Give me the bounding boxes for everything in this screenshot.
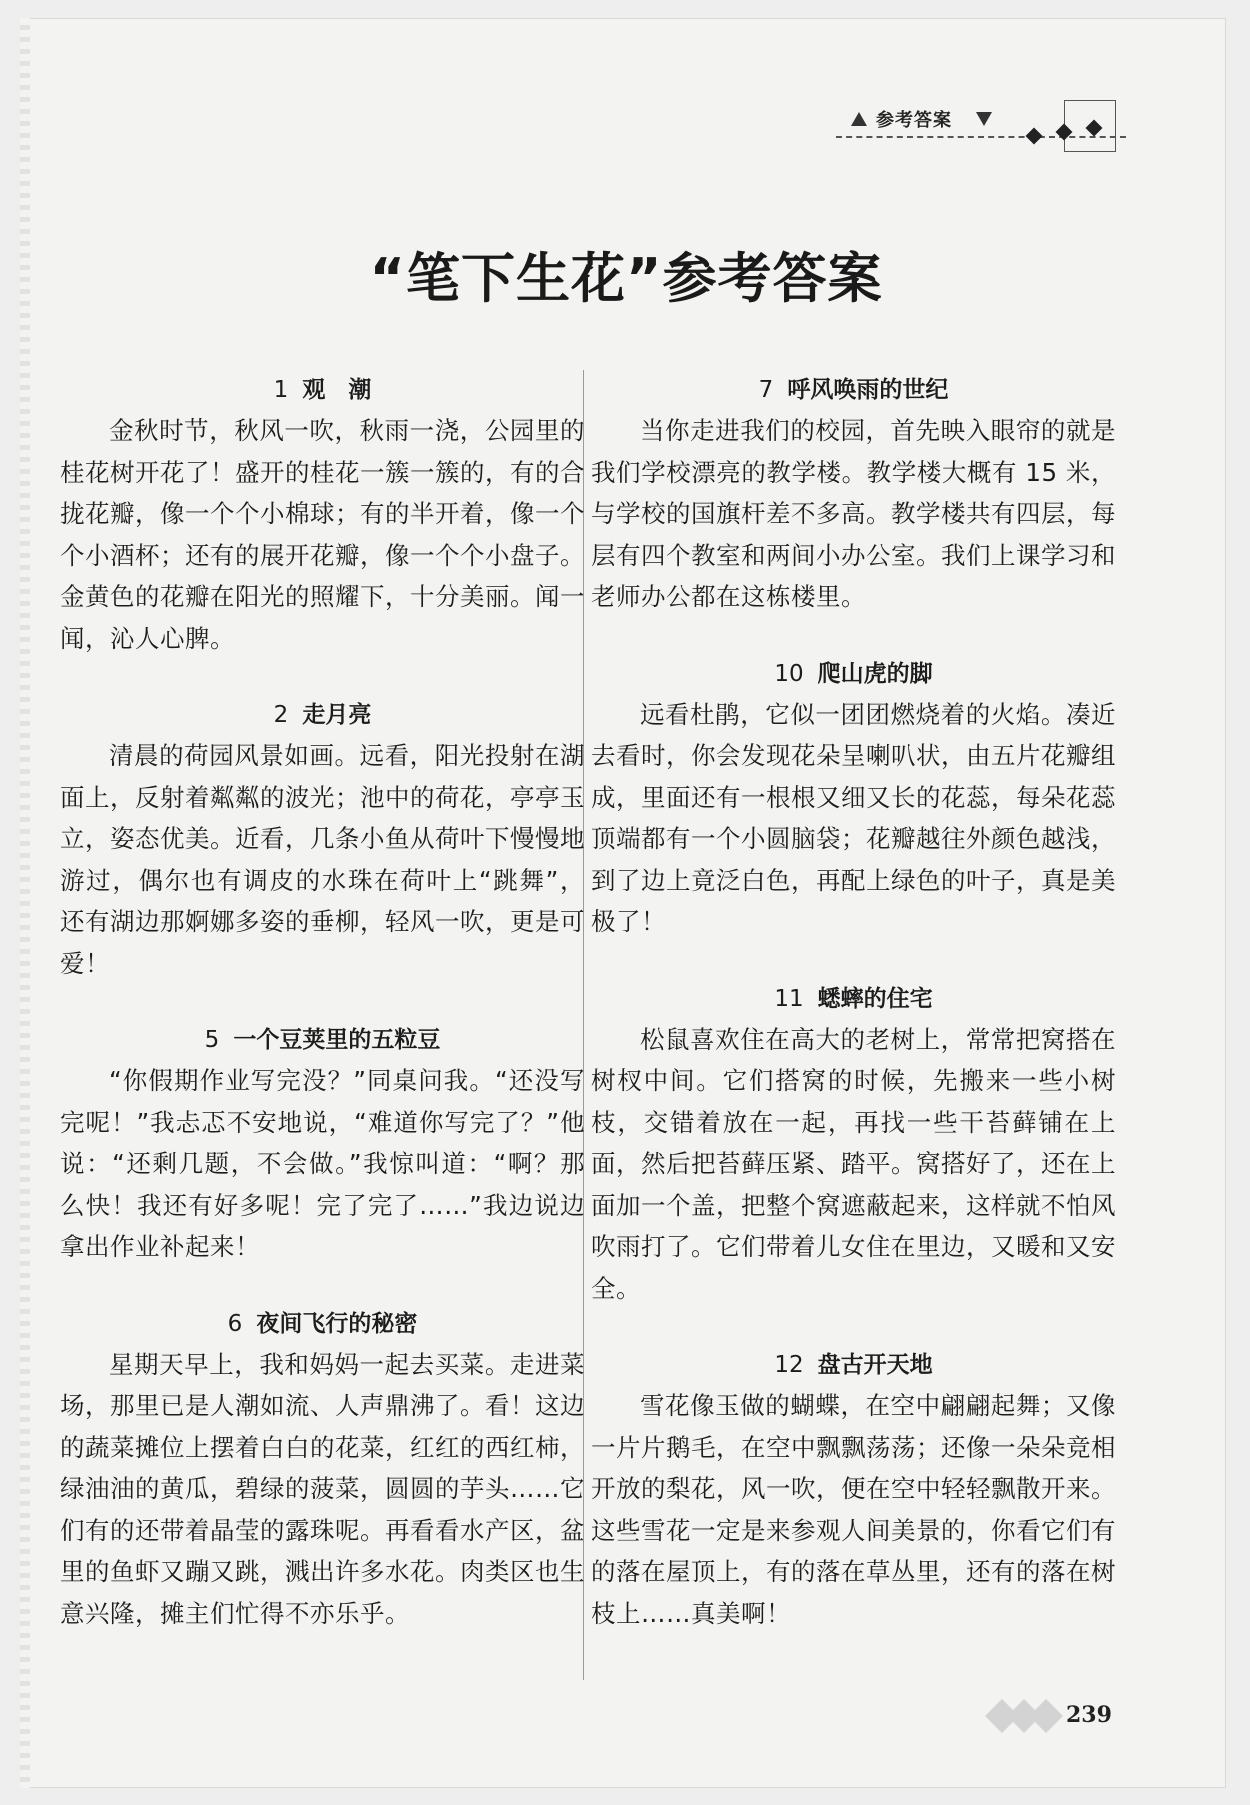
section-text: 清晨的荷园风景如画。远看，阳光投射在湖面上，反射着粼粼的波光；池中的荷花，亭亭玉立，姿态优美。近看，几条小鱼从荷叶下慢慢地游过，偶尔也有调皮的水珠在荷叶上“跳舞”，还有湖边那婀娜多姿的垂柳，轻风一吹，更是可爱！ [60,741,585,978]
diamond-icon [1026,128,1043,145]
section-heading: 10 爬山虎的脚 [774,660,933,687]
section-heading: 12 盘古开天地 [774,1352,933,1378]
answer-section [60,1020,585,1268]
header-label: 参考答案 [876,110,952,131]
section-heading: 2 走月亮 [273,702,372,728]
section-text: “你假期作业写完没？”同桌问我。“还没写完呢！”我忐忑不安地说，“难道你写完了？”他说：“还剩几题，不会做。”我惊叫道：“啊？那么快！我还有好多呢！完了完了……”我边说边拿出作业补起来！ [60,1066,585,1261]
section-text: 松鼠喜欢住在高大的老树上，常常把窝搭在树杈中间。它们搭窝的时候，先搬来一些小树枝，交错着放在一起，再找一些干苔藓铺在上面，然后把苔藓压紧、踏平。窝搭好了，还在上面加一个盖，把整个窝遮蔽起来，这样就不怕风吹雨打了。它们带着儿女住在里边，又暖和又安全。 [591,1024,1116,1303]
answer-section [591,654,1116,943]
section-heading: 11 蟋蟀的住宅 [774,985,933,1012]
answer-section [591,979,1116,1310]
section-heading: 1 观 潮 [273,377,372,403]
section-heading: 5 一个豆荚里的五粒豆 [204,1027,441,1053]
right-column [591,370,1116,1634]
section-text: 金秋时节，秋风一吹，秋雨一浇，公园里的桂花树开花了！盛开的桂花一簇一簇的，有的合拢花瓣，像一个个小棉球；有的半开着，像一个个小酒杯；还有的展开花瓣，像一个个小盘子。金黄色的花瓣在阳光的照耀下，十分美丽。闻一闻，沁人心脾。 [60,416,585,653]
left-column [60,370,585,1634]
section-text: 远看杜鹃，它似一团团燃烧着的火焰。凑近去看时，你会发现花朵呈喇叭状，由五片花瓣组成，里面还有一根根又细又长的花蕊，每朵花蕊顶端都有一个小圆脑袋；花瓣越往外颜色越浅，到了边上竟泛白色，再配上绿色的叶子，真是美极了！ [591,699,1116,936]
answer-section [60,1304,585,1635]
section-text: 当你走进我们的校园，首先映入眼帘的就是我们学校漂亮的教学楼。教学楼大概有 15 米，与学校的国旗杆差不多高。教学楼共有四层，每层有四个教室和两间小办公室。我们上课学习和老师办公都在这栋楼里。 [591,416,1116,611]
page-footer [986,1696,1136,1736]
answer-section [60,695,585,984]
diamond-icon [1029,1699,1063,1733]
page-sheet [26,18,1226,1788]
answer-section [591,1345,1116,1634]
answer-section [591,370,1116,618]
section-text: 雪花像玉做的蝴蝶，在空中翩翩起舞；又像一片片鹅毛，在空中飘飘荡荡；还像一朵朵竞相开放的梨花，风一吹，便在空中轻轻飘散开来。这些雪花一定是来参观人间美景的，你看它们有的落在屋顶上，有的落在草丛里，还有的落在树枝上……真美啊！ [591,1391,1116,1628]
section-header [806,96,1136,156]
page-title: “笔下生花”参考答案 [369,247,883,310]
triangle-down-icon [976,112,992,126]
answer-section [60,370,585,659]
section-heading: 6 夜间飞行的秘密 [227,1310,418,1337]
section-heading: 7 呼风唤雨的世纪 [758,377,949,403]
triangle-up-icon [851,112,867,126]
section-text: 星期天早上，我和妈妈一起去买菜。走进菜场，那里已是人潮如流、人声鼎沸了。看！这边的蔬菜摊位上摆着白白的花菜，红红的西红柿，绿油油的黄瓜，碧绿的菠菜，圆圆的芋头……它们有的还带着晶莹的露珠呢。再看看水产区，盆里的鱼虾又蹦又跳，溅出许多水花。肉类区也生意兴隆，摊主们忙得不亦乐乎。 [60,1349,585,1628]
page-number: 239 [1066,1702,1112,1728]
